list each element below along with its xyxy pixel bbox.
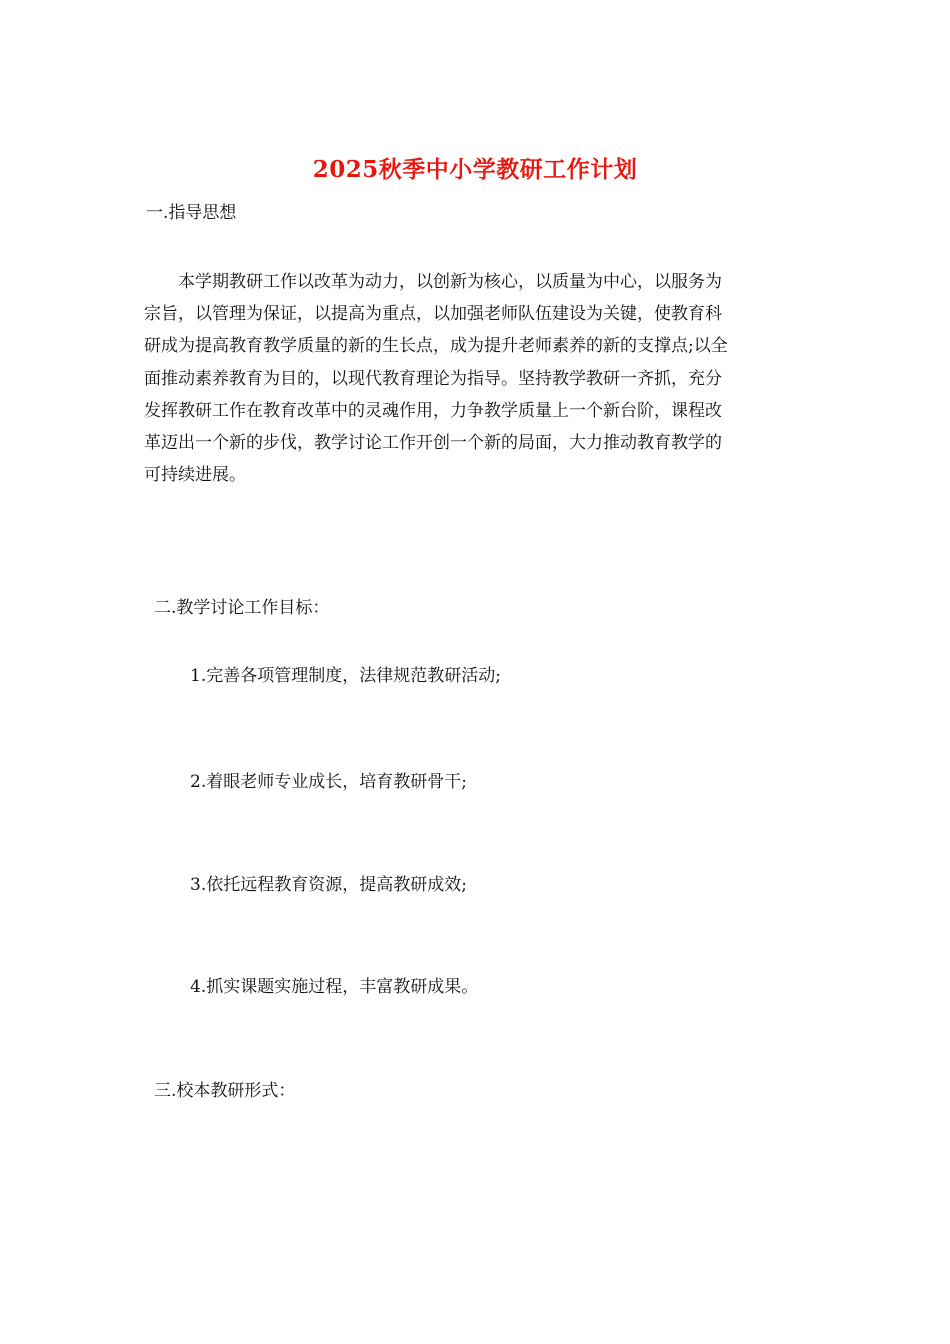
paragraph-line: 面推动素养教育为目的，以现代教育理论为指导。坚持教学教研一齐抓，充分 xyxy=(144,368,722,389)
section-heading-guiding-thought: 一.指导思想 xyxy=(146,203,237,223)
document-title: 2025秋季中小学教研工作计划 xyxy=(312,156,638,183)
goal-item-1: 1.完善各项管理制度，法律规范教研活动; xyxy=(190,666,501,686)
paragraph-line: 可持续进展。 xyxy=(144,465,246,486)
goal-item-2: 2.着眼老师专业成长，培育教研骨干; xyxy=(190,772,467,792)
paragraph-line: 发挥教研工作在教育改革中的灵魂作用，力争教学质量上一个新台阶，课程改 xyxy=(144,400,722,421)
guiding-thought-paragraph xyxy=(144,266,812,491)
goal-item-4: 4.抓实课题实施过程，丰富教研成果。 xyxy=(190,977,479,997)
paragraph-line: 研成为提高教育教学质量的新的生长点，成为提升老师素养的新的支撑点;以全 xyxy=(144,336,728,357)
paragraph-line: 革迈出一个新的步伐，教学讨论工作开创一个新的局面，大力推动教育教学的 xyxy=(144,432,722,453)
paragraph-line: 本学期教研工作以改革为动力，以创新为核心，以质量为中心，以服务为 xyxy=(144,272,722,292)
goal-item-3: 3.依托远程教育资源，提高教研成效; xyxy=(190,875,467,895)
paragraph-line: 宗旨，以管理为保证，以提高为重点，以加强老师队伍建设为关键，使教育科 xyxy=(144,304,722,325)
section-heading-research-goals: 二.教学讨论工作目标： xyxy=(154,598,330,618)
section-heading-school-research-forms: 三.校本教研形式： xyxy=(154,1081,296,1101)
